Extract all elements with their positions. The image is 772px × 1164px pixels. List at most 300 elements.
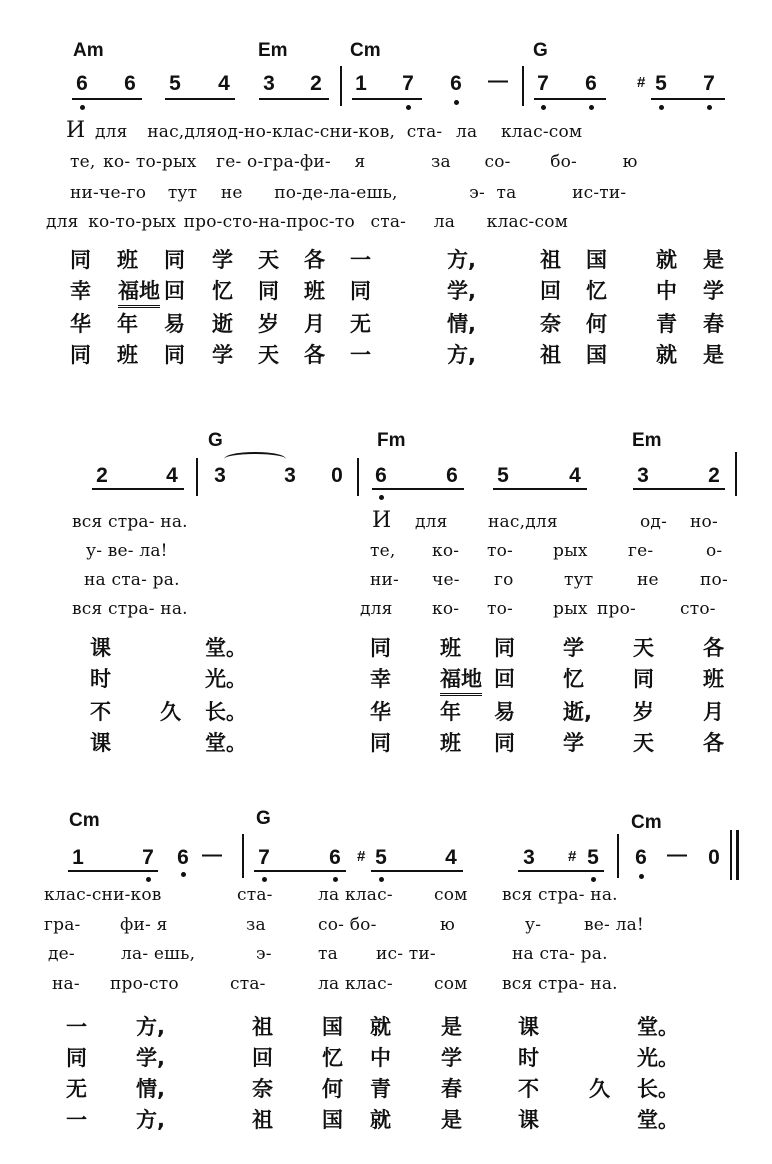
- russian-lyric-line: у- ве- ла!: [86, 541, 168, 561]
- note: 6: [450, 72, 462, 95]
- chinese-lyric-char: 同: [494, 636, 515, 660]
- chinese-lyric-char: 同: [164, 343, 185, 367]
- sustain-dash: —: [667, 844, 687, 866]
- low-octave-dot: [80, 105, 85, 110]
- chinese-lyric-char: 月: [703, 700, 724, 724]
- russian-lyric-syllable: но-: [690, 512, 718, 532]
- russian-lyric-syllable: вся стра- на.: [502, 885, 618, 905]
- chinese-lyric-char: 方,: [136, 1015, 165, 1039]
- note: 6: [585, 72, 597, 95]
- chinese-lyric-char: 同: [164, 248, 185, 272]
- final-barline: [730, 830, 732, 880]
- russian-lyric-line: [66, 118, 582, 143]
- russian-lyric-syllable: тут: [564, 570, 594, 590]
- russian-lyric-line: [0, 974, 772, 998]
- russian-lyric-line: [0, 508, 772, 538]
- chinese-lyric-char: 学: [563, 636, 584, 660]
- chinese-lyric-char: 情,: [136, 1077, 165, 1101]
- russian-lyric-syllable: рых: [553, 599, 588, 619]
- chinese-lyric-char: 国: [586, 248, 607, 272]
- chinese-lyric-char: 不: [518, 1077, 539, 1101]
- russian-lyric-syllable: клас-сом: [486, 212, 569, 232]
- chinese-lyric-char: 岁: [633, 700, 654, 724]
- chinese-lyric-char: 班: [117, 343, 138, 367]
- low-octave-dot: [333, 877, 338, 882]
- russian-lyric-syllable: по-де-ла-ешь,: [274, 183, 398, 203]
- chinese-lyric-char: 春: [703, 312, 724, 336]
- russian-lyric-syllable: ге-: [628, 541, 654, 561]
- note: 1: [355, 72, 367, 95]
- chinese-lyric-line: [0, 1104, 772, 1132]
- note: 4: [569, 464, 581, 487]
- chord-symbol: Am: [73, 40, 104, 61]
- russian-lyric-syllable: тут: [167, 183, 198, 203]
- barline: [735, 452, 737, 496]
- chinese-lyric-char: 青: [370, 1077, 391, 1101]
- russian-lyric-syllable: те,: [70, 152, 96, 172]
- note: 3: [523, 846, 535, 869]
- chinese-lyric-char: 祖: [540, 248, 561, 272]
- chinese-lyric-char: 方,: [447, 343, 476, 367]
- note: 6: [124, 72, 136, 95]
- russian-lyric-syllable: э-: [256, 944, 272, 964]
- low-octave-dot: [262, 877, 267, 882]
- note: 3: [284, 464, 296, 487]
- chinese-lyric-char: 华: [370, 700, 391, 724]
- russian-lyric-syllable: для: [360, 599, 393, 619]
- chord-symbol: Cm: [350, 40, 381, 61]
- russian-lyric-syllable: ста-: [406, 122, 443, 142]
- low-octave-dot: [659, 105, 664, 110]
- chinese-lyric-line: [0, 1073, 772, 1101]
- russian-lyric-line: [70, 183, 626, 203]
- chinese-lyric-char: 奈: [540, 312, 561, 336]
- chinese-lyric-char: 是: [703, 343, 724, 367]
- low-octave-dot: [379, 495, 384, 500]
- chinese-lyric-char: 回: [252, 1046, 273, 1070]
- chinese-lyric-char: 就: [370, 1108, 391, 1132]
- russian-lyric-line: [0, 915, 772, 939]
- russian-lyric-syllable: ко-: [432, 599, 460, 619]
- chinese-lyric-char: 青: [656, 312, 677, 336]
- chinese-lyric-char: 幸: [70, 279, 91, 303]
- russian-lyric-syllable: клас-сни-ков: [44, 885, 162, 905]
- chinese-lyric-line: [0, 727, 772, 755]
- low-octave-dot: [181, 872, 186, 877]
- chinese-lyric-char: 堂。: [637, 1108, 679, 1132]
- chinese-lyric-char: 同: [350, 279, 371, 303]
- chord-symbol: Fm: [377, 430, 406, 451]
- chinese-lyric-char: 幸: [370, 667, 391, 691]
- chinese-lyric-char: 易: [494, 700, 515, 724]
- note: 6: [329, 846, 341, 869]
- russian-lyric-syllable: ге-: [216, 152, 242, 172]
- note: 7: [703, 72, 715, 95]
- low-octave-dot: [591, 877, 596, 882]
- beam: [518, 870, 604, 872]
- chinese-lyric-line: [0, 244, 772, 272]
- chinese-lyric-char: 久: [160, 700, 181, 724]
- chinese-lyric-char: 同: [370, 731, 391, 755]
- russian-lyric-line: вся стра- на.: [72, 599, 188, 619]
- russian-lyric-syllable: по-: [700, 570, 728, 590]
- chinese-lyric-char: 课: [518, 1015, 539, 1039]
- russian-lyric-line: [0, 944, 772, 968]
- chinese-lyric-char: 就: [656, 343, 677, 367]
- chinese-lyric-line: [0, 339, 772, 367]
- final-barline: [736, 830, 739, 880]
- barline: [617, 834, 619, 878]
- chinese-lyric-char: 年: [440, 700, 461, 724]
- russian-lyric-syllable: нас,для: [147, 122, 217, 142]
- russian-lyric-syllable: де-: [48, 944, 75, 964]
- russian-lyric-syllable: про-сто-на-прос-то: [183, 212, 355, 232]
- russian-lyric-syllable: ла клас-: [318, 974, 393, 994]
- chinese-lyric-char: 久: [589, 1077, 610, 1101]
- chinese-lyric-char: 学,: [447, 279, 476, 303]
- chinese-lyric-char: 学: [441, 1046, 462, 1070]
- chinese-lyric-char: 岁: [258, 312, 279, 336]
- chinese-lyric-char: 就: [370, 1015, 391, 1039]
- note: 6: [375, 464, 387, 487]
- chinese-lyric-char: 学,: [136, 1046, 165, 1070]
- russian-lyric-syllable: то-: [487, 541, 513, 561]
- chinese-lyric-char: 班: [304, 279, 325, 303]
- russian-lyric-syllable: сом: [434, 885, 468, 905]
- sustain-dash: —: [202, 844, 222, 866]
- russian-lyric-syllable: со- бо-: [318, 915, 377, 935]
- chinese-lyric-char: 课: [90, 731, 111, 755]
- russian-lyric-syllable: ла: [455, 122, 478, 142]
- russian-lyric-syllable: го: [494, 570, 514, 590]
- russian-lyric-syllable: ста-: [230, 974, 266, 994]
- russian-lyric-syllable: за: [246, 915, 266, 935]
- chinese-lyric-char: 年: [117, 312, 138, 336]
- chinese-lyric-char: 中: [370, 1046, 391, 1070]
- chinese-lyric-char: 各: [304, 248, 325, 272]
- note: 7: [402, 72, 414, 95]
- russian-lyric-line: [46, 212, 568, 232]
- note: 5: [375, 846, 387, 869]
- russian-lyric-syllable: ста-: [370, 212, 407, 232]
- russian-lyric-syllable: ве- ла!: [584, 915, 644, 935]
- chinese-lyric-char: 天: [258, 248, 279, 272]
- chinese-lyric-line: [0, 308, 772, 336]
- chinese-lyric-char: 同: [66, 1046, 87, 1070]
- russian-lyric-syllable: сом: [434, 974, 468, 994]
- low-octave-dot: [406, 105, 411, 110]
- chinese-lyric-char: 同: [70, 248, 91, 272]
- chinese-lyric-char: 逝: [212, 312, 233, 336]
- chinese-lyric-char: 学: [212, 248, 233, 272]
- russian-lyric-line: вся стра- на.: [72, 512, 188, 532]
- russian-lyric-syllable: ко-: [432, 541, 460, 561]
- chinese-lyric-char: 是: [441, 1108, 462, 1132]
- chinese-lyric-char: 是: [703, 248, 724, 272]
- note: 4: [218, 72, 230, 95]
- russian-lyric-syllable: для: [95, 122, 128, 142]
- beam: [352, 98, 422, 100]
- note: 6: [446, 464, 458, 487]
- chord-symbol: G: [208, 430, 223, 451]
- low-octave-dot: [146, 877, 151, 882]
- emphasis-underline: 福地: [118, 275, 160, 308]
- note: 2: [310, 72, 322, 95]
- beam: [92, 488, 184, 490]
- russian-lyric-syllable: ла клас-: [318, 885, 393, 905]
- chinese-lyric-char: 班: [703, 667, 724, 691]
- chinese-lyric-char: 光。: [637, 1046, 679, 1070]
- sustain-dash: —: [488, 70, 508, 92]
- russian-lyric-syllable: сто-: [680, 599, 716, 619]
- note: 7: [142, 846, 154, 869]
- sharp-sign: #: [637, 74, 646, 91]
- russian-lyric-syllable: та: [318, 944, 338, 964]
- russian-lyric-syllable: о-: [706, 541, 723, 561]
- chinese-lyric-char: 何: [586, 312, 607, 336]
- russian-lyric-syllable: та: [496, 183, 517, 203]
- russian-lyric-syllable: го: [126, 183, 147, 203]
- barline: [340, 66, 342, 106]
- russian-lyric-line: [0, 541, 772, 565]
- chinese-lyric-char: 国: [586, 343, 607, 367]
- note: 7: [258, 846, 270, 869]
- beam: [651, 98, 725, 100]
- low-octave-dot: [707, 105, 712, 110]
- beam: [165, 98, 235, 100]
- russian-lyric-syllable: про-сто: [110, 974, 179, 994]
- chinese-lyric-char: 班: [117, 248, 138, 272]
- chinese-lyric-char: 班: [440, 636, 461, 660]
- beam: [534, 98, 606, 100]
- chinese-lyric-char: 同: [258, 279, 279, 303]
- beam: [254, 870, 346, 872]
- beam: [68, 870, 158, 872]
- chinese-lyric-line: [0, 663, 772, 691]
- russian-lyric-syllable: для: [415, 512, 448, 532]
- low-octave-dot: [379, 877, 384, 882]
- russian-lyric-syllable: для: [46, 212, 79, 232]
- chinese-lyric-char: 方,: [447, 248, 476, 272]
- chinese-lyric-char: 就: [656, 248, 677, 272]
- russian-lyric-syllable: на ста- ра.: [512, 944, 608, 964]
- russian-lyric-syllable: ко-: [88, 212, 116, 232]
- russian-lyric-line: [0, 599, 772, 623]
- russian-lyric-syllable: нас,для: [488, 512, 558, 532]
- note: 4: [166, 464, 178, 487]
- russian-lyric-syllable: ла- ешь,: [121, 944, 196, 964]
- low-octave-dot: [589, 105, 594, 110]
- chinese-lyric-char: 忆: [212, 279, 233, 303]
- low-octave-dot: [454, 100, 459, 105]
- chord-symbol: Em: [632, 430, 662, 451]
- russian-lyric-syllable: фи- я: [120, 915, 168, 935]
- barline: [357, 458, 359, 496]
- russian-lyric-syllable: гра-: [44, 915, 81, 935]
- chinese-lyric-char: 祖: [252, 1015, 273, 1039]
- russian-lyric-syllable: не: [637, 570, 659, 590]
- chinese-lyric-char: 祖: [540, 343, 561, 367]
- russian-lyric-syllable: од-но-клас-сни-ков,: [217, 122, 396, 142]
- russian-lyric-syllable: о-гра-фи-: [247, 152, 331, 172]
- russian-lyric-syllable: ла: [433, 212, 456, 232]
- chinese-lyric-char: 回: [164, 279, 185, 303]
- chinese-lyric-char: 月: [304, 312, 325, 336]
- beam: [372, 488, 464, 490]
- chinese-lyric-char: 学: [563, 731, 584, 755]
- russian-lyric-syllable: И: [66, 118, 86, 143]
- chinese-lyric-char: 忆: [322, 1046, 343, 1070]
- chinese-lyric-char: 课: [518, 1108, 539, 1132]
- chinese-lyric-char: 长。: [637, 1077, 679, 1101]
- low-octave-dot: [541, 105, 546, 110]
- chinese-lyric-char: 各: [304, 343, 325, 367]
- note: 5: [169, 72, 181, 95]
- chinese-lyric-char: 无: [350, 312, 371, 336]
- chinese-lyric-char: 一: [350, 248, 371, 272]
- chinese-lyric-char: 一: [66, 1015, 87, 1039]
- chord-symbol: Em: [258, 40, 288, 61]
- chinese-lyric-block: [0, 244, 772, 374]
- chinese-lyric-char: 无: [66, 1077, 87, 1101]
- chinese-lyric-char: 国: [322, 1015, 343, 1039]
- chinese-lyric-char: 逝,: [563, 700, 592, 724]
- chinese-lyric-char: 是: [441, 1015, 462, 1039]
- chord-symbol: G: [533, 40, 548, 61]
- emphasis-underline: 福地: [440, 663, 482, 696]
- russian-lyric-syllable: рых: [553, 541, 588, 561]
- note: 7: [537, 72, 549, 95]
- chinese-lyric-char: 堂。: [205, 636, 247, 660]
- russian-lyric-syllable: те,: [370, 541, 396, 561]
- chinese-lyric-char: 各: [703, 636, 724, 660]
- russian-lyric-syllable: то-рых: [135, 152, 197, 172]
- chinese-lyric-char: 班: [440, 731, 461, 755]
- russian-lyric-syllable: бо-: [550, 152, 578, 172]
- beam: [259, 98, 329, 100]
- chinese-lyric-char: 何: [322, 1077, 343, 1101]
- barline: [522, 66, 524, 106]
- beam: [371, 870, 463, 872]
- chinese-lyric-char: 回: [540, 279, 561, 303]
- chinese-lyric-char: 堂。: [637, 1015, 679, 1039]
- note: 6: [635, 846, 647, 869]
- chinese-lyric-char: 天: [633, 636, 654, 660]
- note: 4: [445, 846, 457, 869]
- note: 3: [263, 72, 275, 95]
- chinese-lyric-char: 中: [656, 279, 677, 303]
- chinese-lyric-char: 同: [370, 636, 391, 660]
- chinese-lyric-block: [0, 632, 772, 758]
- russian-lyric-syllable: на-: [52, 974, 80, 994]
- note: 0: [331, 464, 343, 487]
- chinese-lyric-char: 奈: [252, 1077, 273, 1101]
- chinese-lyric-char: 同: [633, 667, 654, 691]
- note: 2: [96, 464, 108, 487]
- note: 3: [214, 464, 226, 487]
- note: 6: [177, 846, 189, 869]
- chinese-lyric-char: 忆: [563, 667, 584, 691]
- chinese-lyric-char: 天: [258, 343, 279, 367]
- chinese-lyric-line: [0, 696, 772, 724]
- sharp-sign: #: [568, 848, 577, 865]
- note: 3: [637, 464, 649, 487]
- russian-lyric-syllable: ста-: [237, 885, 273, 905]
- russian-lyric-syllable: э-: [469, 183, 485, 203]
- beam: [72, 98, 142, 100]
- russian-lyric-syllable: од-: [640, 512, 668, 532]
- sharp-sign: #: [357, 848, 366, 865]
- beam: [633, 488, 725, 490]
- chinese-lyric-char: 天: [633, 731, 654, 755]
- russian-lyric-syllable: че-: [432, 570, 460, 590]
- russian-lyric-syllable: у-: [525, 915, 542, 935]
- chinese-lyric-char: 祖: [252, 1108, 273, 1132]
- chord-symbol: Cm: [631, 812, 662, 833]
- chinese-lyric-char: 同: [70, 343, 91, 367]
- chinese-lyric-char: 学: [703, 279, 724, 303]
- russian-lyric-syllable: ю: [440, 915, 456, 935]
- chinese-lyric-char: 不: [90, 700, 111, 724]
- chinese-lyric-line: [0, 632, 772, 660]
- chinese-lyric-char: 一: [66, 1108, 87, 1132]
- note: 2: [708, 464, 720, 487]
- note: 1: [72, 846, 84, 869]
- russian-lyric-syllable: я: [354, 152, 366, 172]
- russian-lyric-syllable: ис- ти-: [376, 944, 436, 964]
- russian-lyric-syllable: клас-сом: [500, 122, 583, 142]
- chinese-lyric-char: 春: [441, 1077, 462, 1101]
- russian-lyric-syllable: со-: [484, 152, 511, 172]
- note: 5: [587, 846, 599, 869]
- chinese-lyric-char: 学: [212, 343, 233, 367]
- russian-lyric-syllable: ни-: [370, 570, 400, 590]
- chinese-lyric-char: 回: [494, 667, 515, 691]
- chinese-lyric-char: 课: [90, 636, 111, 660]
- chinese-lyric-line: [0, 275, 772, 303]
- chinese-lyric-char: 华: [70, 312, 91, 336]
- russian-lyric-syllable: ни-че-: [70, 183, 127, 203]
- russian-lyric-syllable: то-: [487, 599, 513, 619]
- russian-lyric-syllable: И: [372, 508, 392, 533]
- russian-lyric-syllable: то-рых: [115, 212, 177, 232]
- chinese-lyric-char: 各: [703, 731, 724, 755]
- russian-lyric-line: [0, 570, 772, 594]
- chinese-lyric-char: 一: [350, 343, 371, 367]
- russian-lyric-syllable: не: [220, 183, 243, 203]
- chinese-lyric-char: 忆: [586, 279, 607, 303]
- chord-symbol: G: [256, 808, 271, 829]
- barline: [196, 458, 198, 496]
- russian-lyric-syllable: ю: [622, 152, 638, 172]
- russian-lyric-syllable: за: [431, 152, 451, 172]
- note: 6: [76, 72, 88, 95]
- chinese-lyric-char: 长。: [205, 700, 247, 724]
- russian-lyric-line: [0, 885, 772, 909]
- chinese-lyric-char: 同: [494, 731, 515, 755]
- beam: [493, 488, 587, 490]
- note: 0: [708, 846, 720, 869]
- chinese-lyric-char: 时: [518, 1046, 539, 1070]
- chinese-lyric-block: [0, 1011, 772, 1137]
- chinese-lyric-char: 国: [322, 1108, 343, 1132]
- chinese-lyric-line: [0, 1011, 772, 1039]
- chinese-lyric-char: 方,: [136, 1108, 165, 1132]
- chinese-lyric-char: 易: [164, 312, 185, 336]
- low-octave-dot: [639, 874, 644, 879]
- chinese-lyric-char: 时: [90, 667, 111, 691]
- chord-symbol: Cm: [69, 810, 100, 831]
